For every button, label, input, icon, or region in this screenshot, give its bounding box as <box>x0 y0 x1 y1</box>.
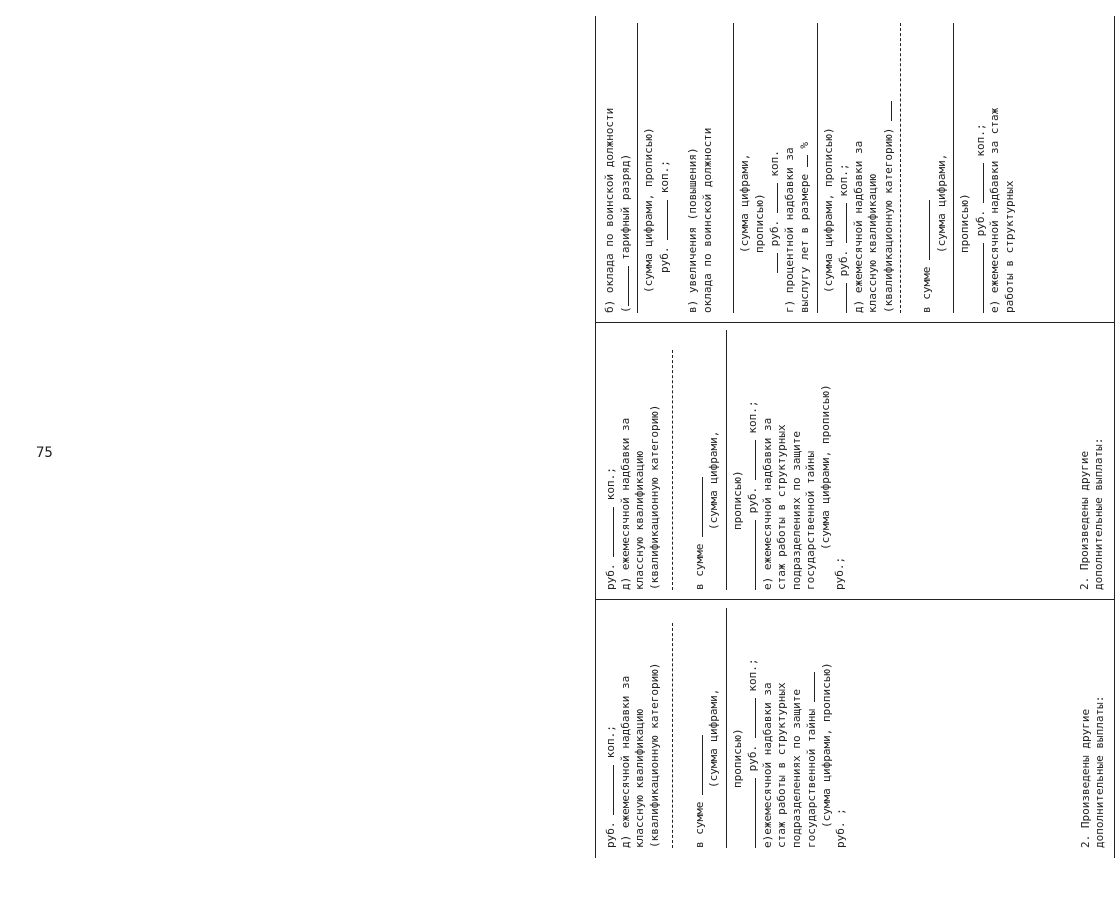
c3-g-title: г) процентной надбавки за <box>782 147 796 313</box>
c3-b-l2: тарифный разряд) <box>618 153 632 260</box>
c1-d-l3: (квалификационную категорию) <box>647 662 661 848</box>
c1-e-title: е)ежемесячной надбавки за <box>760 682 774 848</box>
c2-e-l2: стаж работы в структурных <box>775 424 788 590</box>
c3-g-kop: коп.; <box>837 163 850 197</box>
c1-sum-note: (сумма цифрами, <box>707 688 720 788</box>
c1-rub: руб. <box>604 821 617 848</box>
c1-propisyu: прописью) <box>730 728 744 788</box>
column-3: б) оклада по воинской должности ( тарифный разряд) (сумма цифрами, прописью) руб. коп.; в) увеличения (повышения) оклада по воинской должности (сумма цифрами, прописью) руб. коп. г) процентной надбавки за выслугу лет в размере % (сумма цифрами, прописью) руб. коп.; д) ежемесячной надбавки за классную квалификацию (квалификационную категорию) в сумме (сумма цифрами, прописью) руб. коп.; е) ежемесячной надбавки за стаж работы в структурных <box>595 23 1115 313</box>
c3-d-l2: классную квалификацию <box>866 173 879 313</box>
c1-item2-l1: 2. Произведены другие <box>1078 708 1092 848</box>
c3-v-rub: руб. <box>768 219 781 247</box>
c3-g-rub: руб. <box>837 249 850 277</box>
c3-b-title: б) оклада по воинской должности <box>603 107 616 313</box>
c1-e-l2: стаж работы в структурных <box>775 682 788 848</box>
c3-v-kop: коп. <box>768 150 781 177</box>
c1-e-note: (сумма цифрами, прописью) <box>819 662 833 828</box>
c3-b-note: (сумма цифрами, прописью) <box>642 127 655 293</box>
c3-sum-label: в сумме <box>920 266 933 313</box>
column-divider-2 <box>595 322 1115 323</box>
column-2 <box>595 330 1115 590</box>
c2-e-rub: руб.; <box>833 556 846 590</box>
c2-e-title: е) ежемесячной надбавки за <box>760 417 774 590</box>
c3-v-prop: прописью) <box>752 193 766 253</box>
c2-e-l3: подразделениях по защите <box>789 431 803 590</box>
c2-item2-l1: 2. Произведены другие <box>1077 450 1091 590</box>
c3-v-title: в) увеличения (повышения) <box>686 147 699 313</box>
c2-sum-label: в сумме <box>692 543 706 590</box>
c2-item2-l2: дополнительные выплаты: <box>1092 437 1105 590</box>
c3-sum-note: (сумма цифрами, <box>934 153 948 253</box>
c2-d-l3: (квалификационную категорию) <box>647 404 661 590</box>
c1-rub2: руб. <box>746 744 759 772</box>
column-1 <box>595 608 1115 848</box>
c1-e-l3: подразделениях по защите <box>789 689 803 848</box>
c3-g-l2: выслугу лет в размере <box>798 173 811 313</box>
c3-b-rub: руб. <box>657 246 671 273</box>
c3-g-note: (сумма цифрами, прописью) <box>821 127 835 293</box>
c1-e-rub: руб. ; <box>834 808 847 848</box>
c2-d-l2: классную квалификацию <box>633 450 646 590</box>
c1-d-l2: классную квалификацию <box>633 708 646 848</box>
c1-d-title: д) ежемесячной надбавки за <box>618 675 632 848</box>
c1-item2-l2: дополнительные выплаты: <box>1093 695 1106 848</box>
c3-v-note: (сумма цифрами, <box>738 153 751 253</box>
c2-propisyu: прописью) <box>730 470 744 530</box>
c3-g-pct: % <box>798 142 811 149</box>
c1-e-l4: государственной тайны <box>805 708 818 848</box>
c3-v-l2: оклада по воинской должности <box>700 127 714 313</box>
rotated-table <box>595 16 1115 858</box>
c3-propisyu: прописью) <box>958 193 971 253</box>
c1-kop2: коп.; <box>746 658 759 692</box>
column-divider-1 <box>595 599 1115 600</box>
c3-b-kop: коп.; <box>657 160 671 194</box>
c1-sum-label: в сумме <box>692 801 706 848</box>
c2-e-note: (сумма цифрами, прописью) <box>818 384 832 550</box>
c2-sum-note: (сумма цифрами, <box>707 430 720 530</box>
c3-d-l3: (квалификационную категорию) <box>881 127 895 313</box>
c3-e-title: е) ежемесячной надбавки за стаж <box>988 107 1001 313</box>
c1-kop: коп.; <box>604 725 617 759</box>
c3-rub: руб. <box>973 209 987 237</box>
c3-e-l2: работы в структурных <box>1002 180 1016 313</box>
c3-d-title: д) ежемесячной надбавки за <box>851 140 865 313</box>
c2-rub: руб. <box>604 563 617 590</box>
c2-e-l4: государственной тайны <box>804 450 817 590</box>
c2-kop: коп.; <box>604 467 617 501</box>
page-number: 75 <box>36 445 53 461</box>
c2-kop2: коп.; <box>746 400 759 434</box>
c2-rub2: руб. <box>746 486 759 514</box>
c3-kop: коп.; <box>973 123 987 157</box>
c2-d-title: д) ежемесячной надбавки за <box>618 417 632 590</box>
